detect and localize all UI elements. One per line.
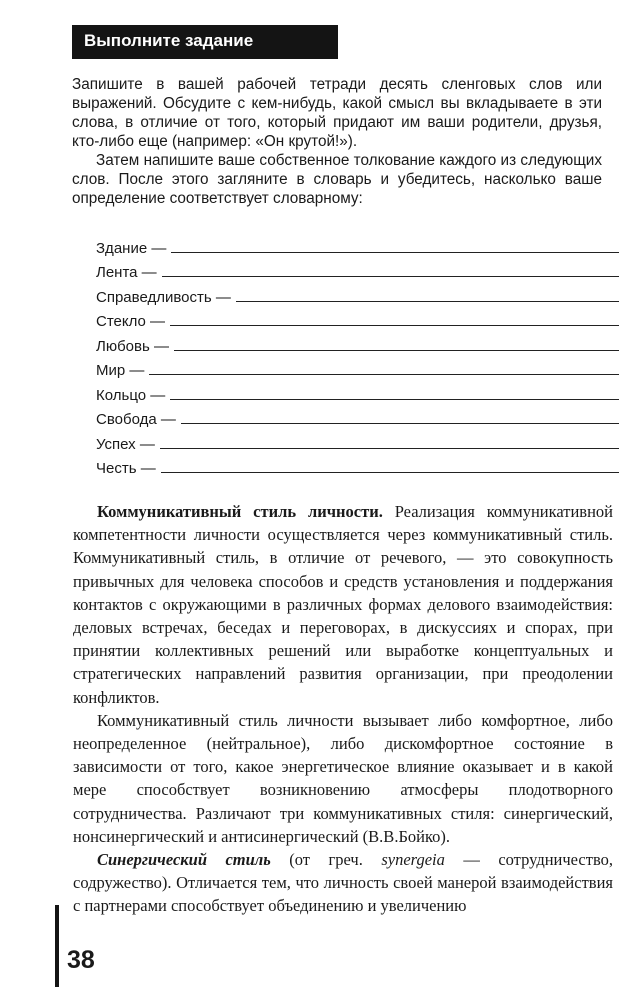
page-number: 38	[67, 946, 95, 974]
paragraph-communicative-style	[73, 500, 613, 709]
paragraph-text: (от греч.	[270, 850, 382, 870]
word-label: Любовь —	[96, 337, 169, 355]
word-row	[96, 232, 619, 257]
body-text	[73, 500, 613, 918]
word-row	[96, 330, 619, 355]
greek-term: synergeia	[381, 850, 445, 870]
word-label: Лента —	[96, 264, 157, 281]
task-instructions	[72, 75, 602, 208]
word-label: Кольцо —	[96, 386, 166, 404]
task-header	[72, 25, 338, 59]
paragraph-synergic-style	[73, 848, 613, 918]
word-definition-list	[96, 232, 619, 477]
word-row	[96, 453, 619, 478]
word-row	[96, 306, 619, 331]
word-row	[96, 355, 619, 380]
word-label: Успех —	[96, 435, 155, 453]
word-label: Честь —	[96, 460, 156, 477]
section-heading: Синергический стиль	[97, 850, 271, 870]
task-paragraph-1: Запишите в вашей рабочей тетради десять сленговых слов или выражений. Обсудите с кем-нибудь, какой смысл вы вкладываете в эти слова, в отличие от того, который придают им ваши родители, друзья, кто-либо еще (например: «Он крутой!»).	[72, 76, 602, 150]
word-label: Свобода —	[96, 411, 176, 428]
word-label: Справедливость —	[96, 288, 231, 306]
word-row	[96, 379, 619, 404]
section-heading: Коммуникативный стиль личности.	[97, 502, 383, 521]
answer-line	[160, 447, 619, 449]
word-row	[96, 428, 619, 453]
margin-bar	[55, 905, 59, 987]
word-row	[96, 281, 619, 306]
word-label: Здание —	[96, 239, 167, 257]
task-header-title: Выполните задание	[84, 31, 254, 50]
answer-line	[161, 471, 619, 473]
answer-line	[181, 422, 619, 424]
word-label: Мир —	[96, 362, 145, 379]
answer-line	[236, 300, 619, 302]
word-row	[96, 257, 619, 282]
answer-line	[162, 275, 619, 277]
paragraph-text: — сотрудничество, содружество). Отличается тем, что личность своей манерой взаимодействия с партнерами способствует объединению и увеличению	[73, 850, 614, 916]
answer-line	[170, 398, 619, 400]
answer-line	[170, 324, 619, 326]
answer-line	[149, 373, 619, 375]
paragraph-style-types: Коммуникативный стиль личности вызывает либо комфортное, либо неопределенное (нейтральное), либо дискомфортное состояние в зависимости от того, какое энергетическое влияние оказывает и в какой мере способствует возникновению атмосферы плодотворного сотрудничества. Различают три коммуникативных стиля: синергический, нонсинергический и антисинергический (В.В.Бойко).	[73, 710, 613, 846]
answer-line	[174, 349, 619, 351]
word-label: Стекло —	[96, 313, 166, 330]
word-row	[96, 404, 619, 429]
answer-line	[171, 251, 619, 253]
paragraph-text: Реализация коммуникативной компетентности личности осуществляется через коммуникативный стиль. Коммуникативный стиль, в отличие от речевого, — это совокупность привычных для человека способов и средств установления и поддержания контактов с окружающими в различных формах делового взаимодействия: деловых встречах, беседах и переговорах, в дискуссиях и спорах, при принятии коллективных решений или выработке концептуальных и стратегических направлений развития организации, при преодолении конфликтов.	[73, 502, 614, 707]
task-paragraph-2: Затем напишите ваше собственное толкование каждого из следующих слов. После этого загляните в словарь и убедитесь, насколько ваше определение соответствует словарному:	[72, 152, 602, 207]
